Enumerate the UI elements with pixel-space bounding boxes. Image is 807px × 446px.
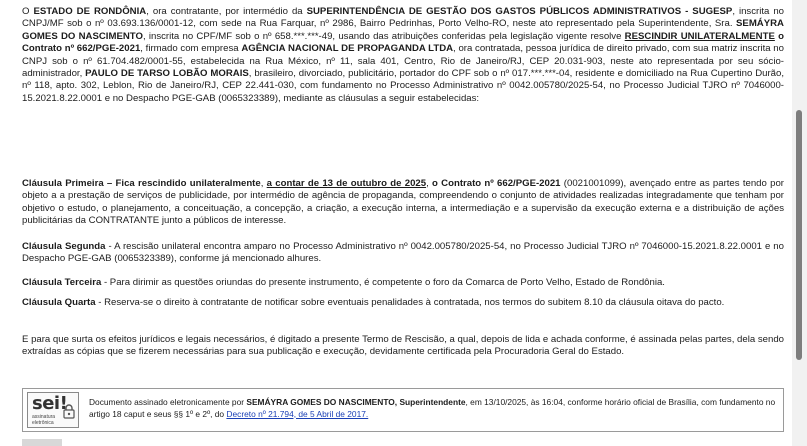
clause-first-sep-1: , — [260, 178, 267, 189]
scrollbar-thumb[interactable] — [796, 110, 802, 360]
closing-paragraph — [22, 334, 784, 359]
company-name: AGÊNCIA NACIONAL DE PROPAGANDA LTDA — [241, 43, 454, 55]
sei-logo-word: sei! — [32, 393, 68, 414]
clause-second-text: - A rescisão unilateral encontra amparo no Processo Administrativo nº 0042.005780/2025-54, no Processo Judicial TJRO nº 7046000-15.2021.8.22.0001 e no Despacho PGE-GAB (0065323389), conforme já mencionado alhures. — [22, 241, 784, 265]
clause-first-date: a contar de 13 de outubro de 2025 — [266, 178, 427, 189]
clause-first-contract: o Contrato nº 662/PGE-2021 — [432, 178, 561, 189]
sei-logo — [27, 392, 79, 428]
clause-third-title: Cláusula Terceira — [22, 277, 102, 288]
clause-first-title: Cláusula Primeira – Fica rescindido unilateralmente — [22, 178, 261, 189]
signature-text-2: , em 13/10/2025, às 16:04, conforme horário oficial de Brasília, com fundamento no artigo 18 caput e seus §§ 1º e 2º, do — [89, 397, 776, 419]
clause-first-text: (0021001099), avençado entre as partes tendo por objeto a a prestação de serviços de publicidade, por intermédio de agência de propaganda, compreendendo o conjunto de atividades realizadas integradamente que tenham por objetivo o estudo, o planejamento, a conceituação, a concepção, a criação, a execução interna, a intermediação e a supervisão da execução externa e a distribuição de ações publicitárias da CONTRATANTE junto a públicos de interesse. — [22, 178, 784, 227]
intro-paragraph — [22, 6, 784, 105]
superintendent-name: SEMÁYRA GOMES DO NASCIMENTO — [22, 18, 784, 42]
clause-third-text: - Para dirimir as questões oriundas do presente instrumento, é competente o foro da Comarca de Porto Velho, Estado de Rondônia. — [101, 277, 665, 288]
signer-name: SEMÁYRA GOMES DO NASCIMENTO, Superintendente — [246, 397, 466, 407]
intro-text-7: , brasileiro, divorciado, publicitário, portador do CPF sob o nº 017.***.***-04, residente e domiciliado na Rua Cupertino Durão, nº 118, apto. 302, Leblon, Rio de Janeiro/RJ, CEP 22.441-030, com fundamento no Processo Administrativo nº 0042.005780/2025-54, no Processo Judicial TJRO nº 7046000-15.2021.8.22.0001 e no Despacho PGE-GAB (0065323389), mediante as cláusulas a seguir estabelecidas: — [22, 68, 784, 104]
clause-fourth — [22, 297, 784, 309]
intro-text-3: , inscrita no CNPJ/MF sob o nº 03.693.136/0001-12, com sede na Rua Farquar, nº 2986, Bairro Pedrinhas, Porto Velho-RO, neste ato representado pela Superintendente, Sra. — [22, 6, 784, 30]
sei-caption-line-1: assinatura — [32, 414, 56, 420]
clause-fourth-text: - Reserva-se o direito à contratante de notificar sobre eventuais penalidades à contratada, nos termos do subitem 8.10 da cláusula oitava do pacto. — [95, 297, 725, 308]
clause-second — [22, 241, 784, 266]
padlock-icon — [62, 403, 76, 419]
clause-second-title: Cláusula Segunda — [22, 241, 106, 252]
signature-text-1: Documento assinado eletronicamente por — [89, 397, 247, 407]
intro-text-6: , ora contratada, pessoa jurídica de direito privado, com sua matriz inscrita no CNPJ sob o nº 61.704.482/0001-55, estabelecida na Rua México, nº 11, sala 401, Centro, Rio de Janeiro/RJ, CEP 20.031-903, neste ato representada por seu sócio-administrador, — [22, 43, 784, 80]
signature-text — [89, 397, 779, 420]
next-page-edge — [22, 439, 62, 446]
clause-first — [22, 178, 784, 228]
intro-text-2: , ora contratante, por intermédio da — [146, 6, 307, 17]
sei-caption-line-2: eletrônica — [32, 419, 54, 426]
contract-number: o Contrato nº 662/PGE-2021 — [22, 30, 784, 55]
electronic-signature-box — [22, 388, 784, 432]
intro-text-1: O — [22, 6, 34, 17]
intro-text-4: , inscrita no CPF/MF sob o nº 658.***.***-49, usando das atribuições conferidas pela legislação vigente resolve — [142, 30, 625, 42]
closing-text: E para que surta os efeitos jurídicos e legais necessários, é digitado a presente Termo de Rescisão, a qual, depois de lida e achada conforme, é assinada pelas partes, dela sendo extraídas as cópias que se fizerem necessárias para sua publicação e execução, devidamente certificada pela Procuradoria Geral do Estado. — [22, 334, 784, 358]
clause-fourth-title: Cláusula Quarta — [22, 297, 96, 308]
clause-third — [22, 277, 784, 289]
intro-text-5: , firmado com empresa — [140, 43, 242, 55]
representative-name: PAULO DE TARSO LOBÃO MORAIS — [85, 68, 249, 80]
decree-link[interactable]: Decreto nº 21.794, de 5 Abril de 2017. — [226, 408, 369, 419]
sei-logo-caption — [32, 415, 55, 426]
rescind-statement: RESCINDIR UNILATERALMENTE — [624, 30, 775, 42]
agency-name: SUPERINTENDÊNCIA DE GESTÃO DOS GASTOS PÚBLICOS ADMINISTRATIVOS - SUGESP — [306, 6, 733, 17]
state-name: ESTADO DE RONDÔNIA — [33, 6, 147, 17]
clause-first-sep-2: , — [426, 178, 433, 189]
